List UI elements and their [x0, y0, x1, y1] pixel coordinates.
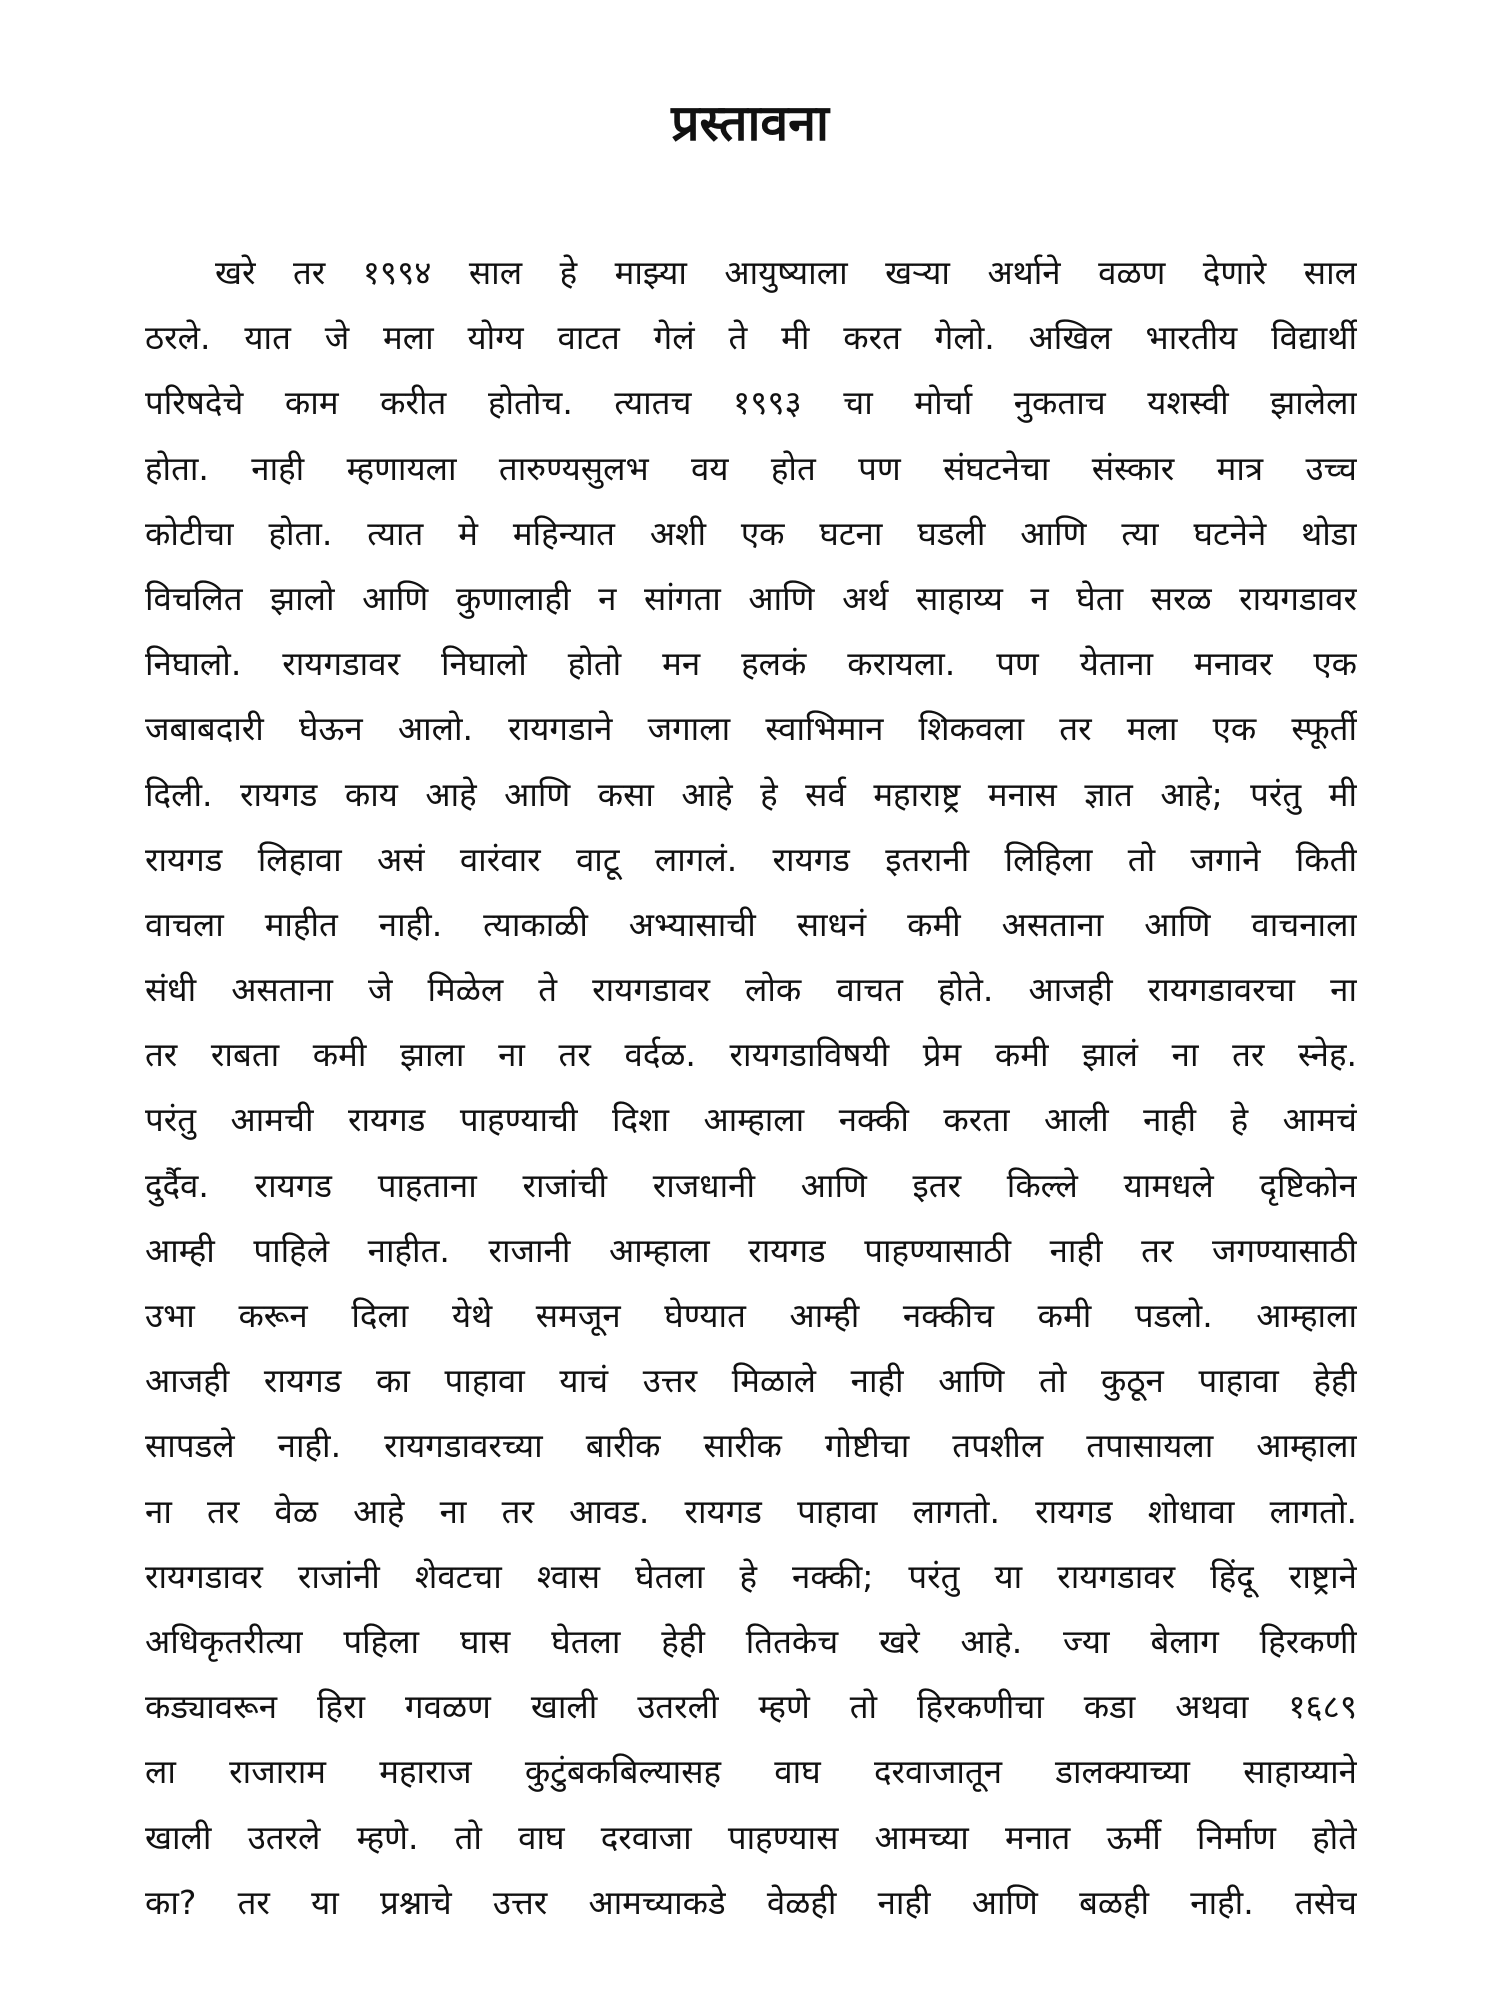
- text-line: खाली उतरले म्हणे. तो वाघ दरवाजा पाहण्यास आमच्या मनात ऊर्मी निर्माण होते: [145, 1817, 1357, 1857]
- text-line: विचलित झालो आणि कुणालाही न सांगता आणि अर्थ साहाय्य न घेता सरळ रायगडावर: [145, 578, 1357, 618]
- preface-body: [145, 240, 1357, 1935]
- text-line: आजही रायगड का पाहावा याचं उत्तर मिळाले नाही आणि तो कुठून पाहावा हेही: [145, 1361, 1357, 1401]
- text-line: दुर्दैव. रायगड पाहताना राजांची राजधानी आणि इतर किल्ले यामधले दृष्टिकोन: [145, 1165, 1357, 1205]
- text-line: कड्यावरून हिरा गवळण खाली उतरली म्हणे तो हिरकणीचा कडा अथवा १६८९: [145, 1687, 1357, 1727]
- text-line: जबाबदारी घेऊन आलो. रायगडाने जगाला स्वाभिमान शिकवला तर मला एक स्फूर्ती: [145, 709, 1357, 749]
- text-line: उभा करून दिला येथे समजून घेण्यात आम्ही नक्कीच कमी पडलो. आम्हाला: [145, 1296, 1357, 1335]
- text-line: दिली. रायगड काय आहे आणि कसा आहे हे सर्व महाराष्ट्र मनास ज्ञात आहे; परंतु मी: [145, 774, 1357, 814]
- text-line: परिषदेचे काम करीत होतोच. त्यातच १९९३ चा मोर्चा नुकताच यशस्वी झालेला: [145, 383, 1357, 423]
- text-line: सापडले नाही. रायगडावरच्या बारीक सारीक गोष्टीचा तपशील तपासायला आम्हाला: [145, 1426, 1357, 1466]
- text-line: का? तर या प्रश्नाचे उत्तर आमच्याकडे वेळही नाही आणि बळही नाही. तसेच: [145, 1882, 1357, 1922]
- text-line: परंतु आमची रायगड पाहण्याची दिशा आम्हाला नक्की करता आली नाही हे आमचं: [145, 1100, 1357, 1140]
- text-line: रायगडावर राजांनी शेवटचा श्वास घेतला हे नक्की; परंतु या रायगडावर हिंदू राष्ट्राने: [145, 1556, 1357, 1596]
- text-line: तर राबता कमी झाला ना तर वर्दळ. रायगडाविषयी प्रेम कमी झालं ना तर स्नेह.: [145, 1035, 1357, 1075]
- text-line: संधी असताना जे मिळेल ते रायगडावर लोक वाचत होते. आजही रायगडावरचा ना: [145, 970, 1357, 1010]
- text-line: अधिकृतरीत्या पहिला घास घेतला हेही तितकेच खरे आहे. ज्या बेलाग हिरकणी: [145, 1621, 1357, 1661]
- text-line: ला राजाराम महाराज कुटुंबकबिल्यासह वाघ दरवाजातून डालक्याच्या साहाय्याने: [145, 1752, 1357, 1792]
- text-line: रायगड लिहावा असं वारंवार वाटू लागलं. रायगड इतरानी लिहिला तो जगाने किती: [145, 839, 1357, 879]
- text-line: वाचला माहीत नाही. त्याकाळी अभ्यासाची साधनं कमी असताना आणि वाचनाला: [145, 904, 1357, 944]
- text-line: होता. नाही म्हणायला तारुण्यसुलभ वय होत पण संघटनेचा संस्कार मात्र उच्च: [145, 448, 1357, 488]
- text-line: खरे तर १९९४ साल हे माझ्या आयुष्याला खऱ्या अर्थाने वळण देणारे साल: [215, 253, 1357, 292]
- text-line: निघालो. रायगडावर निघालो होतो मन हलकं करायला. पण येताना मनावर एक: [145, 644, 1357, 684]
- text-line: कोटीचा होता. त्यात मे महिन्यात अशी एक घटना घडली आणि त्या घटनेने थोडा: [145, 513, 1357, 553]
- text-line: आम्ही पाहिले नाहीत. राजानी आम्हाला रायगड पाहण्यासाठी नाही तर जगण्यासाठी: [145, 1230, 1357, 1270]
- page-title: प्रस्तावना: [671, 94, 829, 152]
- text-line: ठरले. यात जे मला योग्य वाटत गेलं ते मी करत गेलो. अखिल भारतीय विद्यार्थी: [145, 318, 1357, 358]
- text-line: ना तर वेळ आहे ना तर आवड. रायगड पाहावा लागतो. रायगड शोधावा लागतो.: [145, 1491, 1357, 1531]
